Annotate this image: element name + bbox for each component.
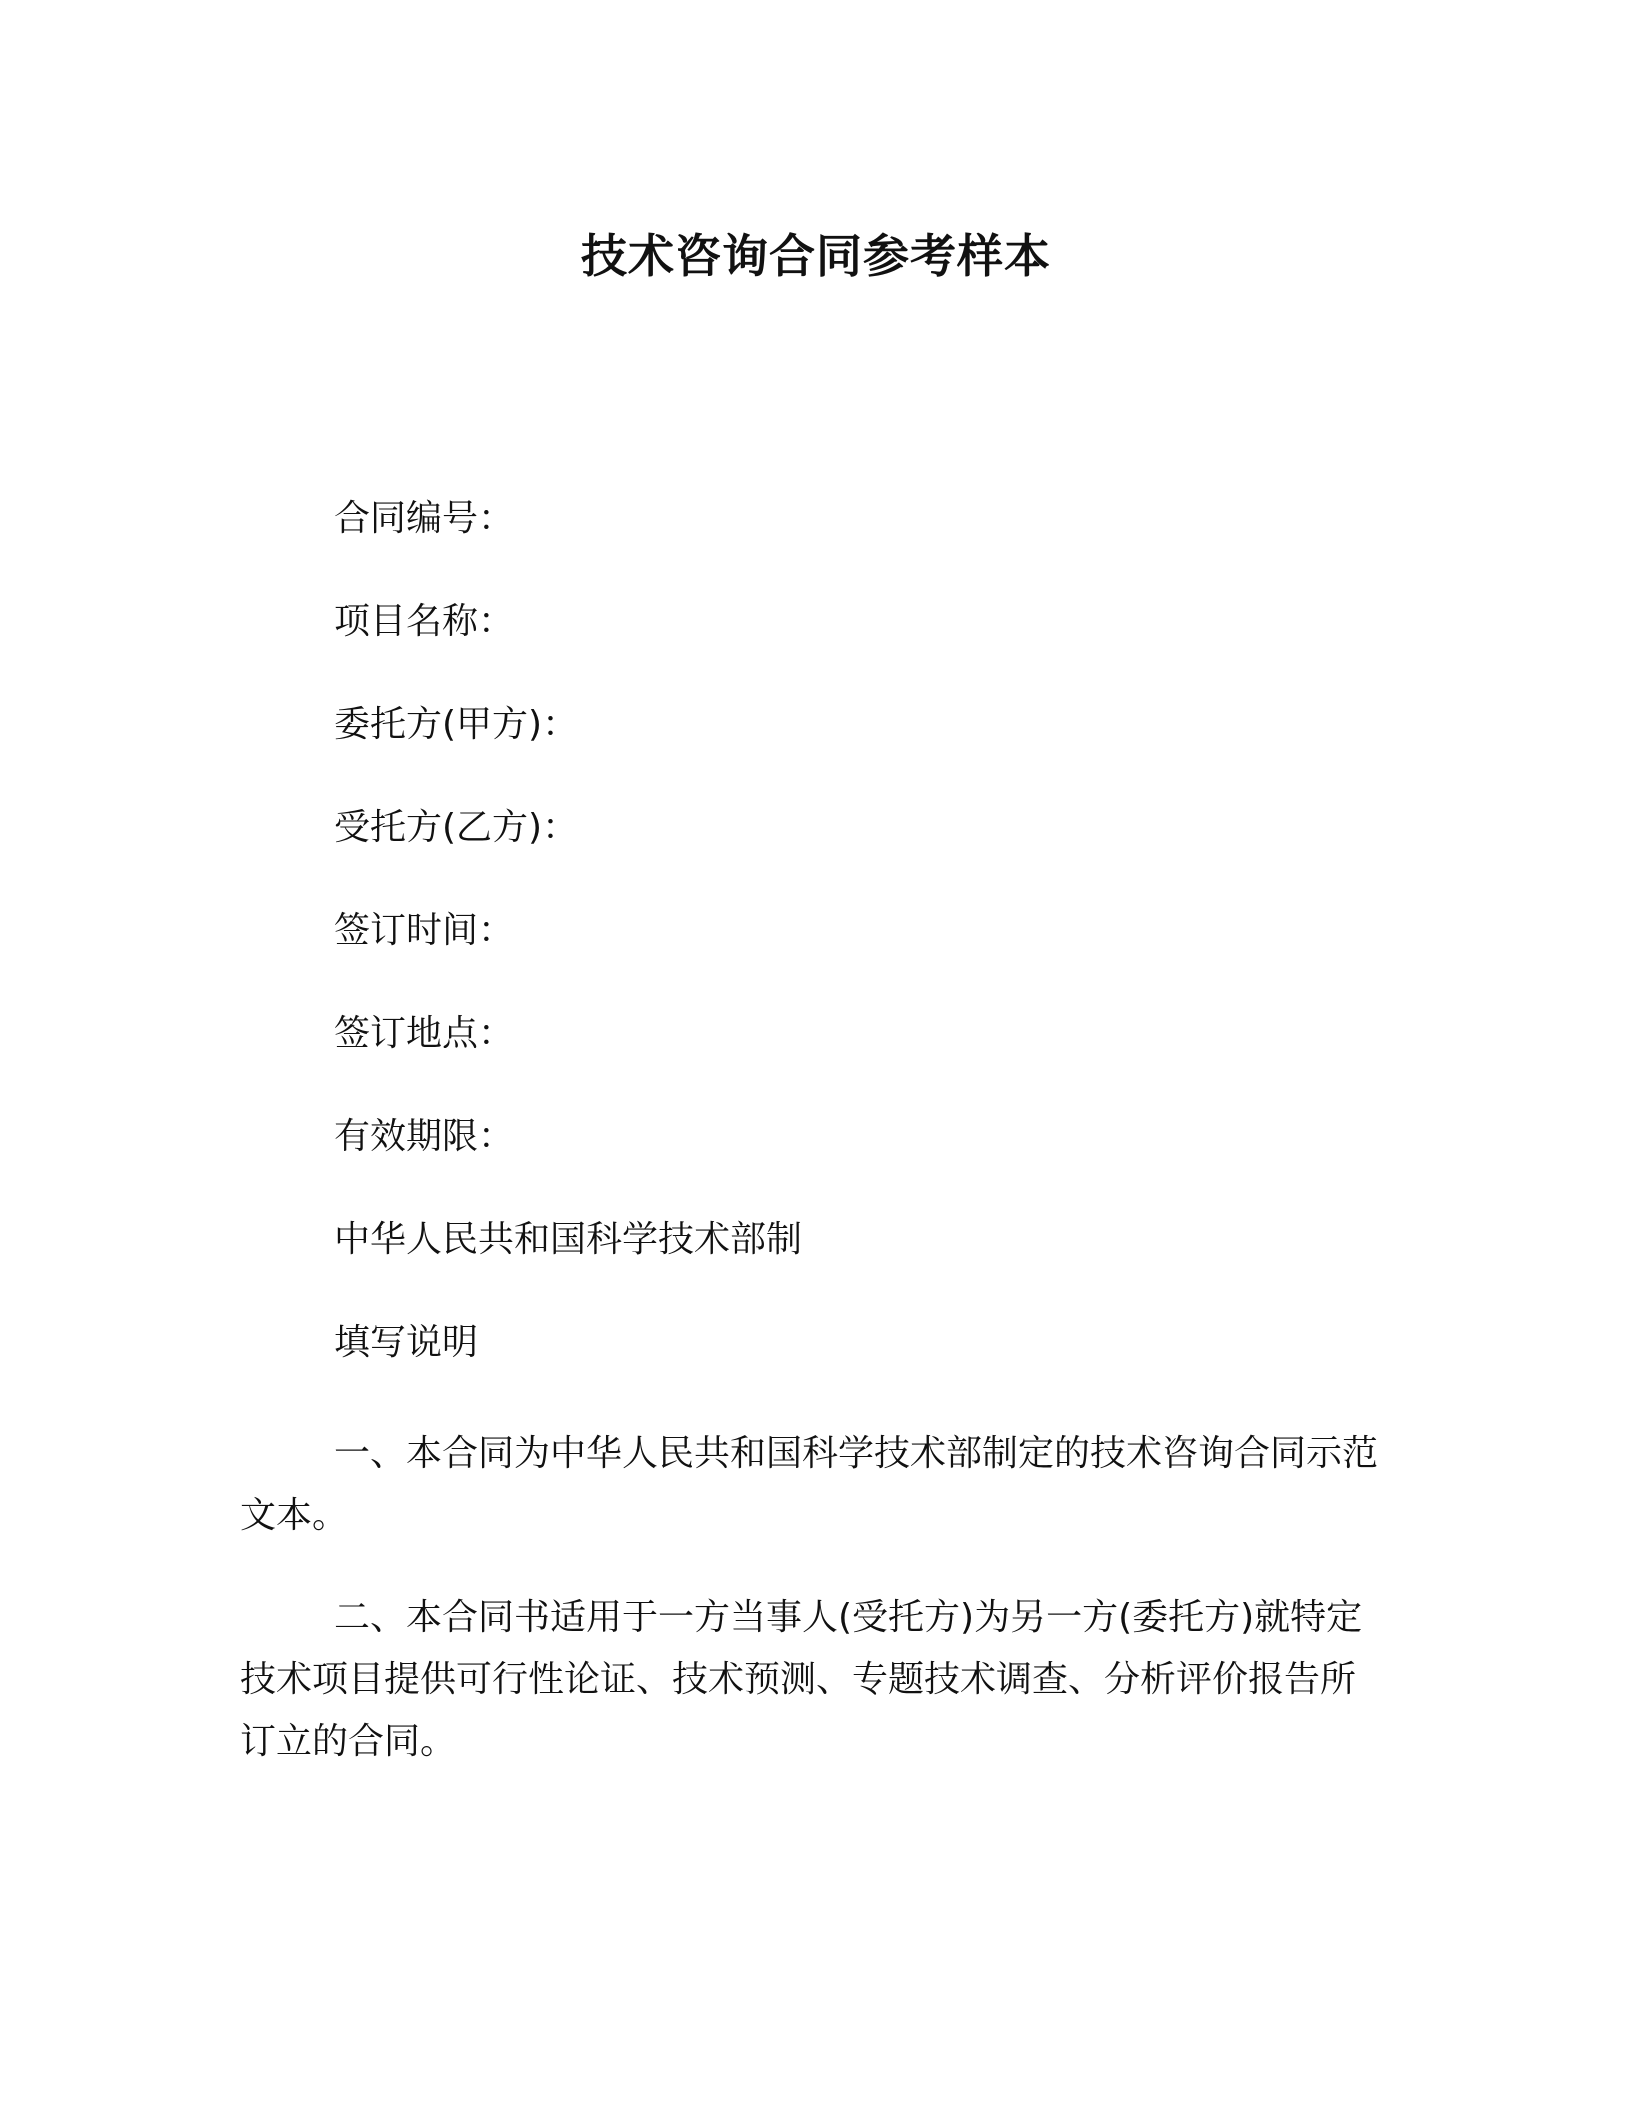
instructions-heading: 填写说明 bbox=[334, 1322, 479, 1363]
issuer-line: 中华人民共和国科学技术部制 bbox=[334, 1219, 803, 1260]
field-signing-place: 签订地点： bbox=[334, 1013, 515, 1054]
field-contract-number: 合同编号： bbox=[334, 498, 515, 539]
instruction-paragraph-1: 一、本合同为中华人民共和国科学技术部制定的技术咨询合同示范文本。 bbox=[240, 1433, 1379, 1536]
field-client-party-a: 委托方(甲方)： bbox=[334, 704, 579, 745]
document-title: 技术咨询合同参考样本 bbox=[581, 229, 1051, 283]
field-project-name: 项目名称： bbox=[334, 601, 515, 642]
contract-fields bbox=[334, 495, 1434, 1422]
field-consultant-party-b: 受托方(乙方)： bbox=[334, 807, 579, 848]
instructions-body bbox=[240, 1423, 1390, 1813]
field-validity-period: 有效期限： bbox=[334, 1116, 515, 1157]
field-signing-time: 签订时间： bbox=[334, 910, 515, 951]
instruction-paragraph-2: 二、本合同书适用于一方当事人(受托方)为另一方(委托方)就特定技术项目提供可行性论证、技术预测、专题技术调查、分析评价报告所订立的合同。 bbox=[240, 1597, 1363, 1762]
